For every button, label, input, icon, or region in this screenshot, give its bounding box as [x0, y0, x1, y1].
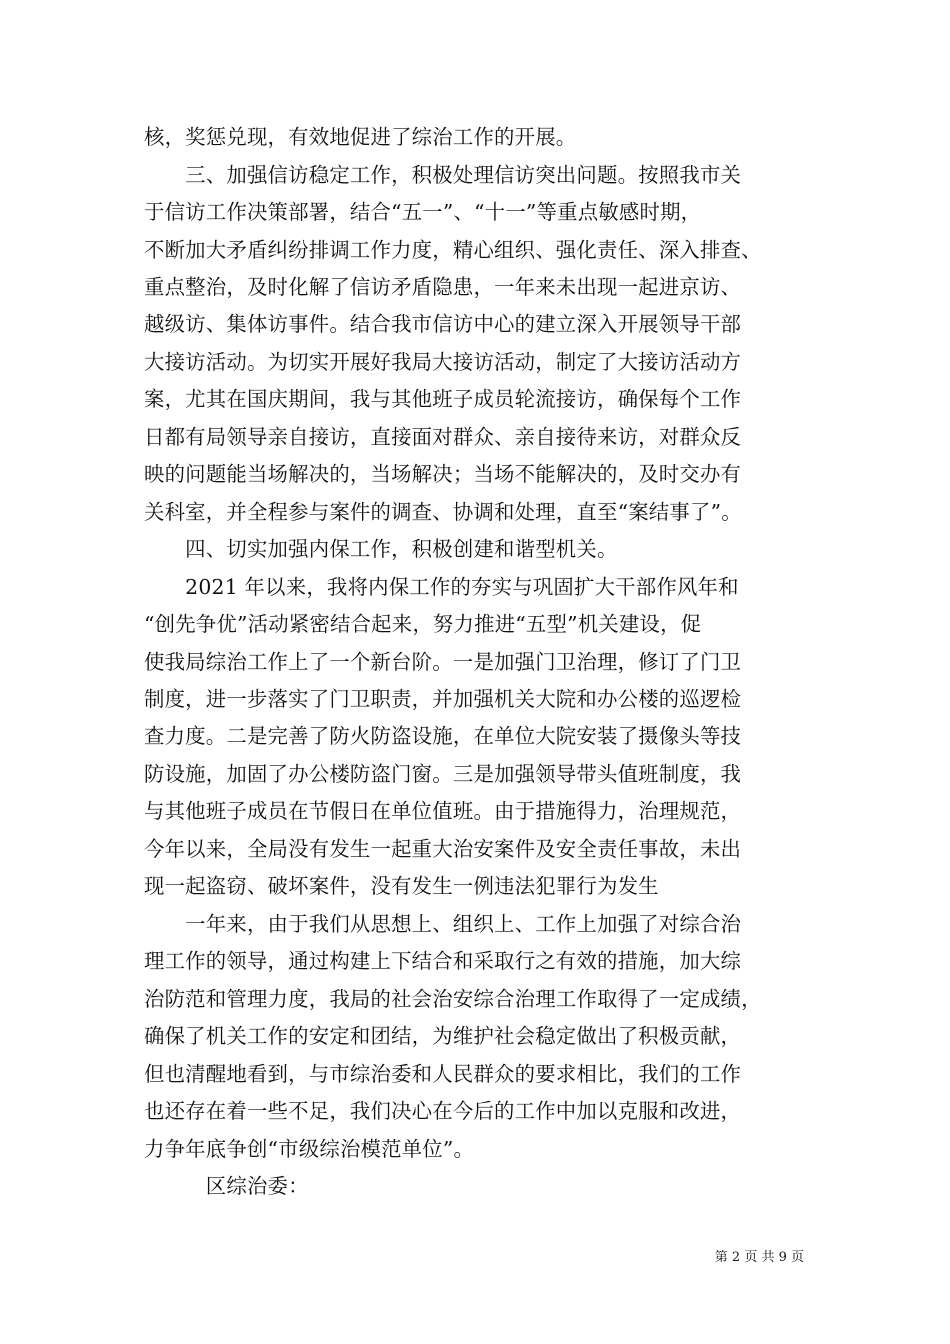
body-line: 日都有局领导亲自接访，直接面对群众、亲自接待来访，对群众反: [144, 425, 742, 449]
body-line: 理工作的领导，通过构建上下结合和采取行之有效的措施，加大综: [144, 949, 742, 973]
body-line: 治防范和管理力度，我局的社会治安综合治理工作取得了一定成绩，: [144, 987, 762, 1011]
body-line: “创先争优”活动紧密结合起来，努力推进“五型”机关建设，促: [144, 612, 702, 636]
body-line: 力争年底争创“市级综治模范单位”。: [144, 1137, 475, 1161]
body-line: 越级访、集体访事件。结合我市信访中心的建立深入开展领导干部: [144, 312, 742, 336]
body-line: 大接访活动。为切实开展好我局大接访活动，制定了大接访活动方: [144, 350, 742, 374]
body-line: 制度，进一步落实了门卫职责，并加强机关大院和办公楼的巡逻检: [144, 687, 742, 711]
body-line: 但也清醒地看到，与市综治委和人民群众的要求相比，我们的工作: [144, 1062, 742, 1086]
body-line: 关科室，并全程参与案件的调查、协调和处理，直至“案结事了”。: [144, 500, 742, 524]
body-line: 重点整治，及时化解了信访矛盾隐患，一年来未出现一起进京访、: [144, 275, 742, 299]
body-line: 于信访工作决策部署，结合“五一”、“十一”等重点敏感时期，: [144, 200, 702, 224]
signature-line: 区综治委：: [144, 1174, 309, 1198]
body-line: 映的问题能当场解决的，当场解决；当场不能解决的，及时交办有: [144, 462, 742, 486]
body-line: 不断加大矛盾纠纷排调工作力度，精心组织、强化责任、深入排查、: [144, 238, 762, 262]
body-line: 案，尤其在国庆期间，我与其他班子成员轮流接访，确保每个工作: [144, 387, 742, 411]
body-line: 2021 年以来，我将内保工作的夯实与巩固扩大干部作风年和: [144, 575, 739, 599]
body-line: 现一起盗窃、破坏案件，没有发生一例违法犯罪行为发生: [144, 874, 659, 898]
body-line: 一年来，由于我们从思想上、组织上、工作上加强了对综合治: [144, 912, 742, 936]
body-line: 与其他班子成员在节假日在单位值班。由于措施得力，治理规范，: [144, 799, 742, 823]
body-line: 也还存在着一些不足，我们决心在今后的工作中加以克服和改进，: [144, 1099, 742, 1123]
body-line: 今年以来，全局没有发生一起重大治安案件及安全责任事故，未出: [144, 837, 742, 861]
body-line: 三、加强信访稳定工作，积极处理信访突出问题。按照我市关: [144, 163, 742, 187]
body-line: 确保了机关工作的安定和团结，为维护社会稳定做出了积极贡献，: [144, 1024, 742, 1048]
body-line: 查力度。二是完善了防火防盗设施，在单位大院安装了摄像头等技: [144, 724, 742, 748]
body-line: 核，奖惩兑现，有效地促进了综治工作的开展。: [144, 125, 577, 149]
page-number: 第 2 页 共 9 页: [714, 1250, 804, 1265]
body-line: 使我局综治工作上了一个新台阶。一是加强门卫治理，修订了门卫: [144, 650, 742, 674]
section-heading: 四、切实加强内保工作，积极创建和谐型机关。: [144, 537, 618, 561]
body-line: 防设施，加固了办公楼防盗门窗。三是加强领导带头值班制度，我: [144, 762, 742, 786]
